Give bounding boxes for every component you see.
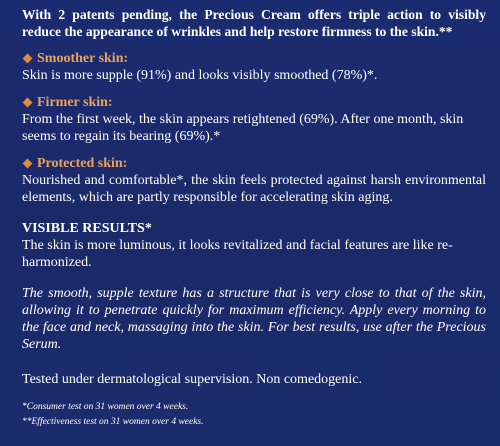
section-body: Nourished and comfortable*, the skin feels protected against harsh environmental elements, which are partly responsible for accelerating skin aging. — [22, 173, 486, 205]
diamond-bullet-icon — [23, 54, 33, 64]
intro-paragraph: With 2 patents pending, the Precious Cream offers triple action to visibly reduce the appearance of wrinkles and help restore firmness to the skin.** — [22, 7, 486, 39]
footnotes — [22, 400, 486, 430]
section-heading — [22, 50, 486, 67]
section-heading — [22, 155, 486, 172]
section-protected-skin — [22, 155, 486, 206]
section-heading — [22, 94, 486, 111]
footnote-effectiveness-test: **Effectiveness test on 31 women over 4 weeks. — [22, 417, 204, 427]
diamond-bullet-icon — [23, 98, 33, 108]
section-body: From the first week, the skin appears retightened (69%). After one month, skin seems to regain its bearing (69%).* — [22, 112, 464, 144]
footnote-consumer-test: *Consumer test on 31 women over 4 weeks. — [22, 402, 189, 412]
usage-paragraph: The smooth, supple texture has a structure that is very close to that of the skin, allowing it to penetrate quickly for maximum efficiency. Apply every morning to the face and neck, massaging into the skin. For best results, use after the Precious Serum. — [22, 286, 486, 352]
section-heading-text: Protected skin: — [37, 156, 128, 171]
section-smoother-skin — [22, 50, 486, 84]
section-heading-text: Firmer skin: — [37, 95, 113, 110]
visible-results-body: The skin is more luminous, it looks revitalized and facial features are like re-harmonized. — [22, 238, 453, 270]
visible-results-heading: VISIBLE RESULTS* — [22, 221, 152, 236]
section-heading-text: Smoother skin: — [37, 51, 129, 66]
diamond-bullet-icon — [23, 159, 33, 169]
tested-statement: Tested under dermatological supervision. Non comedogenic. — [22, 372, 362, 387]
section-body: Skin is more supple (91%) and looks visibly smoothed (78%)*. — [22, 68, 378, 83]
section-firmer-skin — [22, 94, 486, 145]
